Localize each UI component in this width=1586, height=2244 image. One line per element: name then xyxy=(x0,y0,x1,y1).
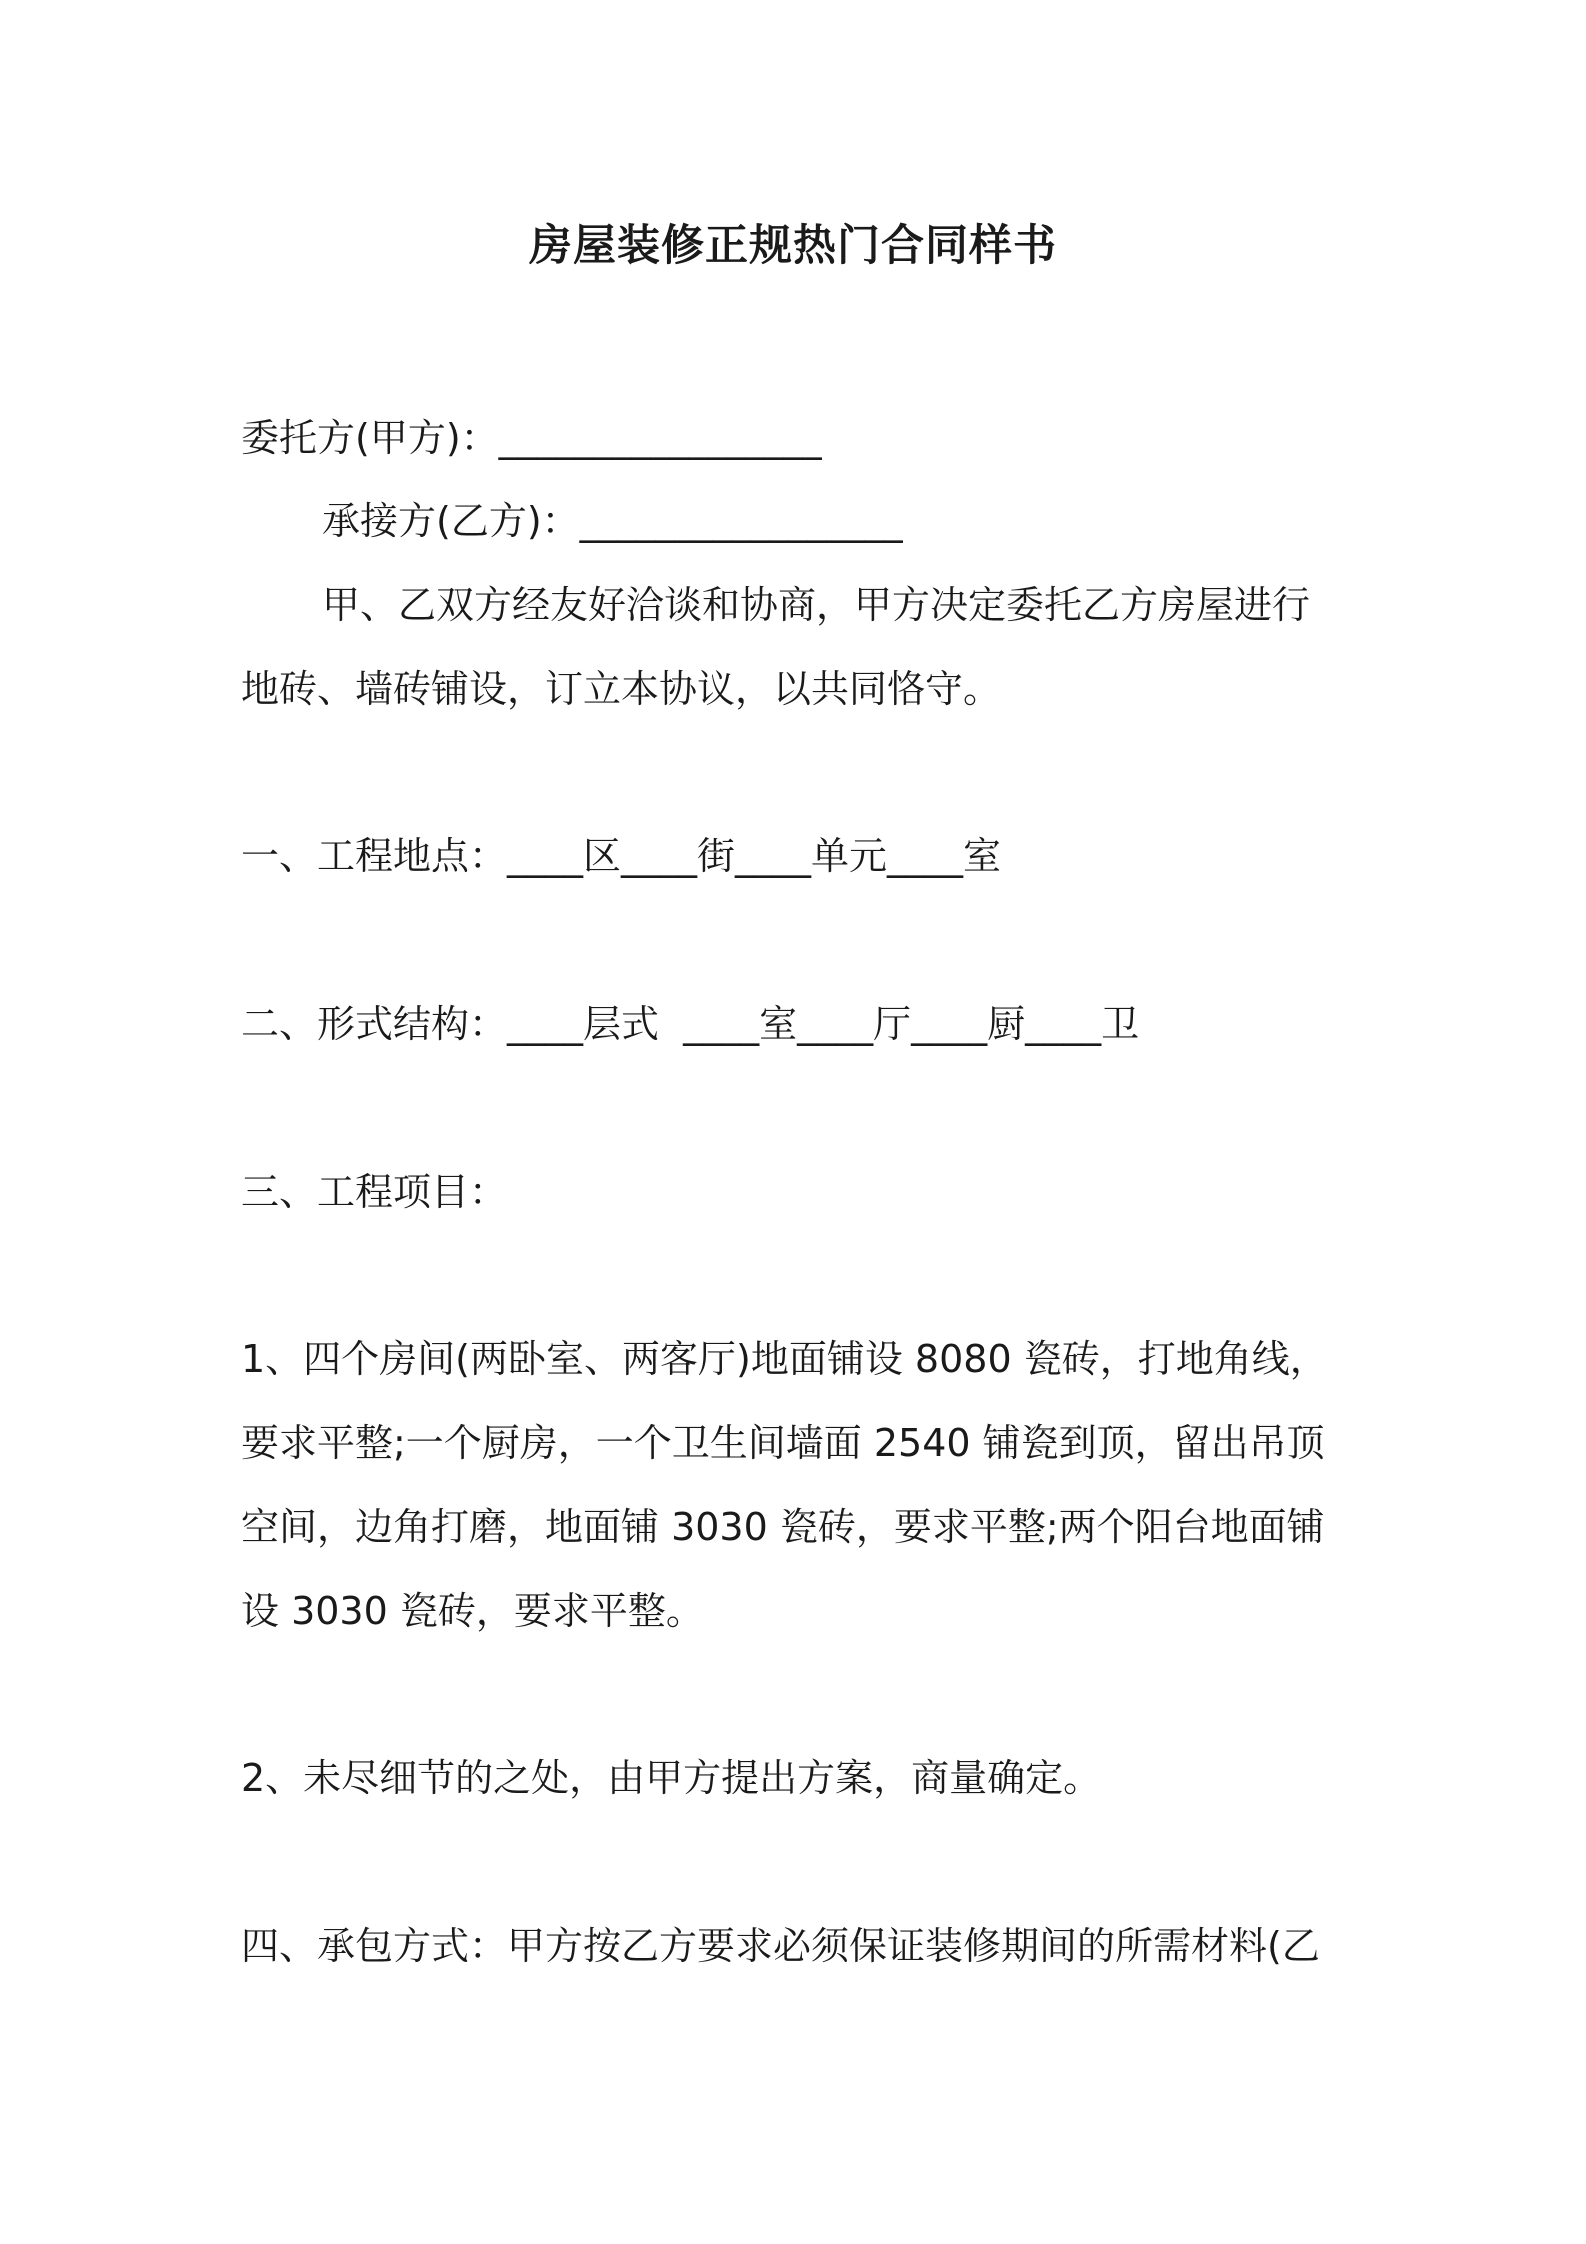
party-a-line: 委托方(甲方)：_________________ xyxy=(241,416,822,460)
intro-paragraph xyxy=(241,563,1361,731)
section-structure: 二、形式结构：____层式 ____室____厅____厨____卫 xyxy=(241,1002,1140,1046)
document-title: 房屋装修正规热门合同样书 xyxy=(529,221,1057,271)
party-b-line: 承接方(乙方)：_________________ xyxy=(322,499,903,543)
section-location: 一、工程地点：____区____街____单元____室 xyxy=(241,834,1002,878)
item-1-line-4: 设 3030 瓷砖，要求平整。 xyxy=(241,1589,704,1633)
section-contract-method: 四、承包方式：甲方按乙方要求必须保证装修期间的所需材料(乙 xyxy=(241,1924,1320,1968)
item-1-line-1: 1、四个房间(两卧室、两客厅)地面铺设 8080 瓷砖，打地角线， xyxy=(241,1337,1328,1381)
section-projects: 三、工程项目： xyxy=(241,1170,508,1214)
project-item-2: 2、未尽细节的之处，由甲方提出方案，商量确定。 xyxy=(241,1756,1102,1800)
intro-line-2: 地砖、墙砖铺设，订立本协议，以共同恪守。 xyxy=(241,667,1002,711)
project-item-1 xyxy=(241,1317,1361,1653)
intro-line-1: 甲、乙双方经友好洽谈和协商，甲方决定委托乙方房屋进行 xyxy=(322,583,1311,627)
item-1-line-2: 要求平整;一个厨房，一个卫生间墙面 2540 铺瓷到顶，留出吊顶 xyxy=(241,1421,1325,1465)
item-1-line-3: 空间，边角打磨，地面铺 3030 瓷砖，要求平整;两个阳台地面铺 xyxy=(241,1505,1325,1549)
